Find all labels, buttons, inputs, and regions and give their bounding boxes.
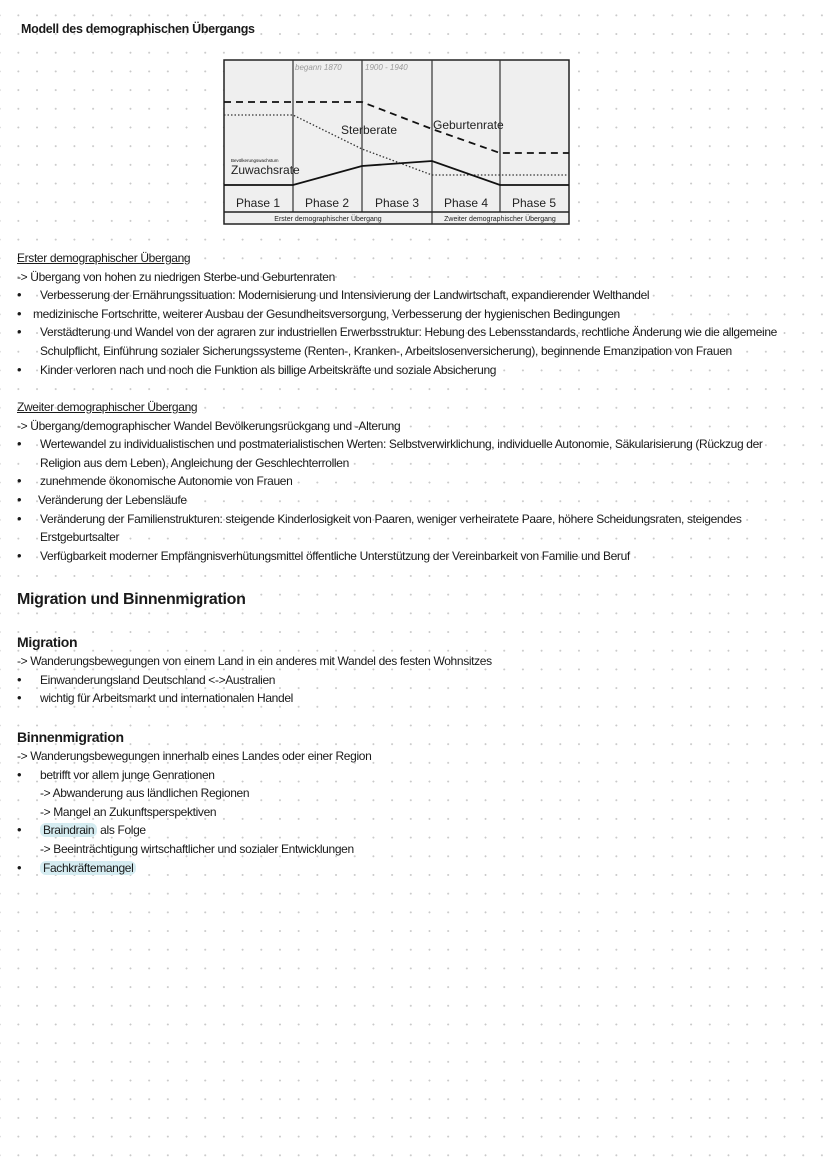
handwritten-note: Bevölkerungswachstum [231, 158, 279, 163]
list-item [17, 859, 371, 878]
phase-label: Phase 4 [443, 196, 489, 210]
highlighted-term: Fachkräftemangel [40, 861, 136, 875]
page-title: Modell des demographischen Übergangs [21, 22, 255, 36]
highlighted-term: Braindrain [40, 823, 97, 837]
list-item: • betrifft vor allem junge Genrationen [17, 766, 371, 785]
list-item-continuation: Schulpflicht, Einführung sozialer Sicherungssysteme (Renten-, Kranken-, Arbeitslosenversicherung), beginnende Emanzipation von Frauen [40, 343, 732, 358]
first-transition-label: Erster demographischer Übergang [274, 216, 382, 223]
demographic-transition-diagram [223, 59, 570, 226]
phase-label: Phase 3 [374, 196, 420, 210]
death-rate-label: Sterberate [341, 123, 398, 137]
main-heading: Migration und Binnenmigration [17, 591, 246, 608]
list-item: • Verfügbarkeit moderner Empfängnisverhütungsmittel öffentliche Unterstützung der Vereinbarkeit von Familie und Beruf [17, 547, 763, 566]
intro-line: -> Wanderungsbewegungen von einem Land in ein anderes mit Wandel des festen Wohnsitzes [17, 654, 492, 668]
second-transition-label: Zweiter demographischer Übergang [444, 216, 556, 223]
phase-label: Phase 1 [235, 196, 281, 210]
list-item: • medizinische Fortschritte, weiterer Ausbau der Gesundheitsversorgung, Verbesserung der hygienischen Bedingungen [17, 305, 777, 324]
section-heading: Zweiter demographischer Übergang [17, 400, 198, 414]
list-item-continuation: Erstgeburtsalter [40, 530, 120, 545]
subheading: Migration [17, 634, 78, 650]
birth-rate-label: Geburtenrate [433, 118, 504, 132]
list-item: • zunehmende ökonomische Autonomie von Frauen [17, 472, 763, 491]
sub-item: -> Abwanderung aus ländlichen Regionen [40, 786, 250, 801]
list-item: • Wertewandel zu individualistischen und postmaterialistischen Werten: Selbstverwirklichung, individuelle Autonomie, Säkularisierung (Rückzug der [17, 435, 763, 454]
list-item: • Kinder verloren nach und noch die Funktion als billige Arbeitskräfte und soziale Absicherung [17, 361, 777, 380]
intro-line: -> Übergang von hohen zu niedrigen Sterbe-und Geburtenraten [17, 269, 335, 284]
section-first-transition [17, 249, 777, 379]
section-heading: Erster demographischer Übergang [17, 251, 191, 265]
section-second-transition [17, 398, 763, 565]
phase-label: Phase 5 [511, 196, 557, 210]
intro-line: -> Übergang/demographischer Wandel Bevölkerungsrückgang und -Alterung [17, 418, 401, 433]
section-migration [17, 589, 246, 611]
list-item-continuation: Religion aus dem Leben), Angleichung der Geschlechterrollen [40, 455, 349, 470]
intro-line: -> Wanderungsbewegungen innerhalb eines Landes oder einer Region [17, 749, 372, 763]
list-item: • Veränderung der Familienstrukturen: steigende Kinderlosigkeit von Paaren, weniger verheiratete Paare, höhere Scheidungsraten, steigendes [17, 510, 763, 529]
list-item-text: als Folge [97, 823, 146, 838]
list-item: • Verbesserung der Ernährungssituation: Modernisierung und Intensivierung der Landwirtschaft, expandierender Welthandel [17, 286, 777, 305]
list-item [17, 821, 371, 840]
handwritten-note: 1900 - 1940 [365, 63, 408, 72]
handwritten-note: begann 1870 [295, 63, 342, 72]
growth-rate-label: Zuwachsrate [231, 163, 300, 177]
sub-item: -> Beeinträchtigung wirtschaftlicher und sozialer Entwicklungen [40, 841, 354, 856]
phase-label: Phase 2 [304, 196, 350, 210]
sub-item: -> Mangel an Zukunftsperspektiven [40, 804, 217, 819]
subsection-migration [17, 632, 492, 708]
list-item: • Veränderung der Lebensläufe [17, 491, 763, 510]
list-item: • wichtig für Arbeitsmarkt und internationalen Handel [17, 689, 492, 708]
subheading: Binnenmigration [17, 729, 124, 745]
subsection-binnenmigration [17, 727, 371, 877]
list-item: • Einwanderungsland Deutschland <->Australien [17, 671, 492, 690]
list-item: • Verstädterung und Wandel von der agraren zur industriellen Erwerbsstruktur: Hebung des Lebensstandards, rechtliche Änderung wie die allgemeine [17, 323, 777, 342]
